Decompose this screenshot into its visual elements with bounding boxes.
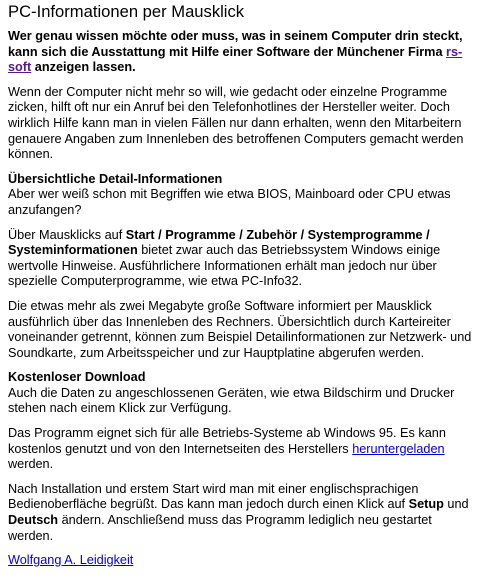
rs-soft-link[interactable]: rs-soft [8,44,463,75]
paragraph-compatibility [8,426,474,473]
author-line [8,553,474,569]
setup-label: Setup [408,497,444,512]
paragraph-setup-start: Nach Installation und erstem Start wird man mit einer englischsprachigen Bedienoberfläche begrüßt. Das kann man jedoch durch einen Klick auf [8,481,419,512]
paragraph-intro: Wenn der Computer nicht mehr so will, wie gedacht oder einzelne Programme zicken, hilft oft nur ein Anruf bei den Telefonhotlines der Hersteller weiter. Doch wirklich Hilfe kann man in vielen Fällen nur dann erhalten, wenn den Mitarbeitern genauere Angaben zum Innenleben des betroffenen Computers gemacht werden können. [8,84,464,162]
menu-path: Start / Programme / Zubehör / Systemprogramme / Systeminformationen [8,227,430,258]
lead-paragraph [8,29,474,76]
paragraph-setup-end: ändern. Anschließend muss das Programm lediglich neu gestartet werden. [8,513,432,543]
lead-text-end: anzeigen lassen. [31,60,136,75]
author-link[interactable]: Wolfgang A. Leidigkeit [8,553,134,568]
section-text-detail-info: Aber wer weiß schon mit Begriffen wie etwa BIOS, Mainboard oder CPU etwas anzufangen? [8,187,451,217]
paragraph-compat-end: werden. [8,457,54,472]
paragraph-setup-mid: und [443,497,469,512]
paragraph-setup [8,482,474,544]
paragraph-software-details: Die etwas mehr als zwei Megabyte große Software informiert per Mausklick ausführlich über das Innenleben des Rechners. Übersichtlich durch Karteireiter voneinander getrennt, können zum Beispiel Detailinformationen zur Netzwerk- und Soundkarte, zum Arbeitsspeicher und zur Hauptplatine abgerufen werden. [8,298,472,360]
download-link[interactable]: heruntergeladen [352,441,445,456]
section-download [8,370,474,417]
article-title: PC-Informationen per Mausklick [8,2,245,21]
section-heading-detail-info: Übersichtliche Detail-Informationen [8,171,223,186]
section-heading-download: Kostenloser Download [8,370,146,385]
deutsch-label: Deutsch [8,513,59,528]
lead-text-start: Wer genau wissen möchte oder muss, was in seinem Computer drin steckt, kann sich die Ausstattung mit Hilfe einer Software der Münchener Firma [8,29,463,59]
paragraph-windows-end: bietet zwar auch das Betriebssystem Windows einige wertvolle Hinweise. Ausführlichere Informationen erhält man jedoch nur über spezielle Computerprogramme, wie etwa PC-Info32. [8,243,441,289]
paragraph-windows-start: Über Mausklicks auf [8,227,126,242]
section-text-download: Auch die Daten zu angeschlossenen Geräten, wie etwa Bildschirm und Drucker stehen nach einem Klick zur Verfügung. [8,385,455,416]
paragraph-windows-info [8,228,474,290]
section-detail-info [8,172,474,219]
paragraph-compat-start: Das Programm eignet sich für alle Betriebs-Systeme ab Windows 95. Es kann kostenlos genutzt und von den Internetseiten des Herstellers [8,426,446,456]
